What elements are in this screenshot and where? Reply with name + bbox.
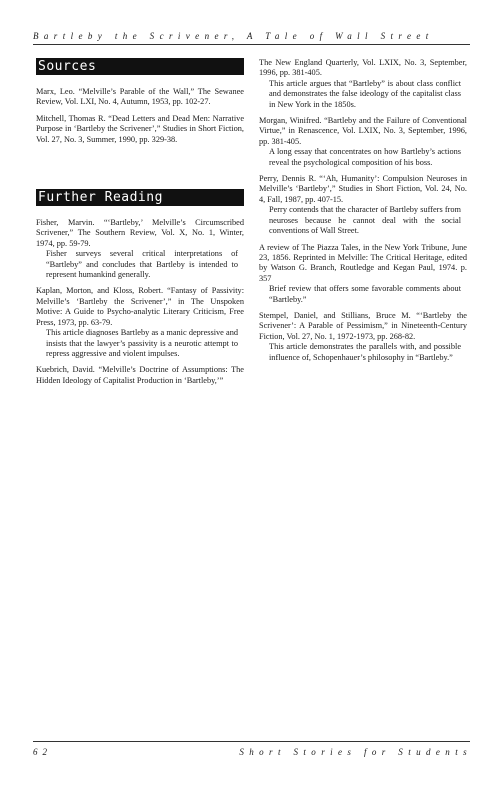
- header-rule: [33, 44, 470, 45]
- bibliography-entry: [36, 87, 244, 108]
- entry-citation: Kuebrich, David. “Melville’s Doctrine of Assumptions: The Hidden Ideology of Capitalist Production in ‘Bartleby,’”: [36, 365, 244, 385]
- bibliography-entry: [36, 114, 244, 145]
- bibliography-entry: [36, 286, 244, 359]
- page-number: 62: [33, 747, 52, 757]
- entry-annotation: Brief review that offers some favorable comments about “Bartleby.”: [269, 284, 461, 304]
- entry-citation: Perry, Dennis R. “‘Ah, Humanity’: Compulsion Neuroses in Melville’s ‘Bartleby’,” Studies in Short Fiction, Vol. 24, No. 4, Fall, 1987, pp. 407-15.: [259, 174, 467, 204]
- entry-citation: Mitchell, Thomas R. “Dead Letters and Dead Men: Narrative Purpose in ‘Bartleby the Scrivener’,” Studies in Short Fiction, Vol. 27, No. 3, Summer, 1990, pp. 329-38.: [36, 113, 244, 144]
- right-column: [259, 58, 467, 369]
- entry-annotation: Fisher surveys several critical interpretations of “Bartleby” and concludes that Bartleby is intended to represent humankind generally.: [46, 249, 238, 280]
- left-column: [36, 58, 244, 392]
- entry-annotation: A long essay that concentrates on how Bartleby’s actions reveal the psychological composition of his boss.: [269, 147, 461, 167]
- entry-citation: Fisher, Marvin. “‘Bartleby,’ Melville’s Circumscribed Scrivener,” The Southern Review, Vol. X, No. 1, Winter, 1974, pp. 59-79.: [36, 218, 244, 248]
- running-head-title: Bartleby the Scrivener, A Tale of Wall Street: [33, 31, 434, 41]
- bibliography-entry: [36, 365, 244, 386]
- entry-citation: Stempel, Daniel, and Stillians, Bruce M. “‘Bartleby the Scrivener’: A Parable of Pessimism,” in Nineteenth-Century Fiction, Vol. 27, No. 1, 1972-1973, pp. 268-82.: [259, 310, 467, 341]
- footer-rule: [33, 741, 470, 742]
- entry-annotation: This article argues that “Bartleby” is about class conflict and demonstrates the false ideology of the capitalist class in New York in the 1850s.: [269, 78, 461, 109]
- further-reading-heading: Further Reading: [36, 189, 244, 206]
- entry-citation: The New England Quarterly, Vol. LXIX, No. 3, September, 1996, pp. 381-405.: [259, 58, 467, 78]
- entry-citation: Marx, Leo. “Melville’s Parable of the Wall,” The Sewanee Review, Vol. LXI, No. 4, Autumn, 1953, pp. 102-27.: [36, 87, 244, 107]
- bibliography-entry: [36, 218, 244, 280]
- entry-annotation: This article demonstrates the parallels with, and possible influence of, Schopenhauer’s philosophy in “Bartleby.”: [269, 342, 461, 362]
- entry-annotation: This article diagnoses Bartleby as a manic depressive and insists that the lawyer’s passivity is a neurotic attempt to repress aggressive and violent impulses.: [46, 328, 238, 358]
- bibliography-entry: [259, 116, 467, 168]
- entry-citation: A review of The Piazza Tales, in the New York Tribune, June 23, 1856. Reprinted in Melville: The Critical Heritage, edited by Watson G. Branch, Routledge and Kegan Paul, 1974. p. 357: [259, 242, 467, 283]
- entry-annotation: Perry contends that the character of Bartleby suffers from neuroses because he cannot deal with the social conventions of Wall Street.: [269, 205, 461, 236]
- series-title: Short Stories for Students: [239, 747, 472, 757]
- entry-citation: Morgan, Winifred. “Bartleby and the Failure of Conventional Virtue,” in Renascence, Vol. LXIX, No. 3, September, 1996, pp. 381-405.: [259, 116, 467, 146]
- bibliography-entry: [259, 311, 467, 363]
- bibliography-entry: [259, 243, 467, 305]
- sources-heading: Sources: [36, 58, 244, 75]
- bibliography-entry: [259, 58, 467, 110]
- bibliography-entry: [259, 174, 467, 236]
- entry-citation: Kaplan, Morton, and Kloss, Robert. “Fantasy of Passivity: Melville’s ‘Bartleby the Scrivener’,” in The Unspoken Motive: A Guide to Psycho-analytic Literary Criticism, Free Press, 1973, pp. 63-79.: [36, 286, 244, 327]
